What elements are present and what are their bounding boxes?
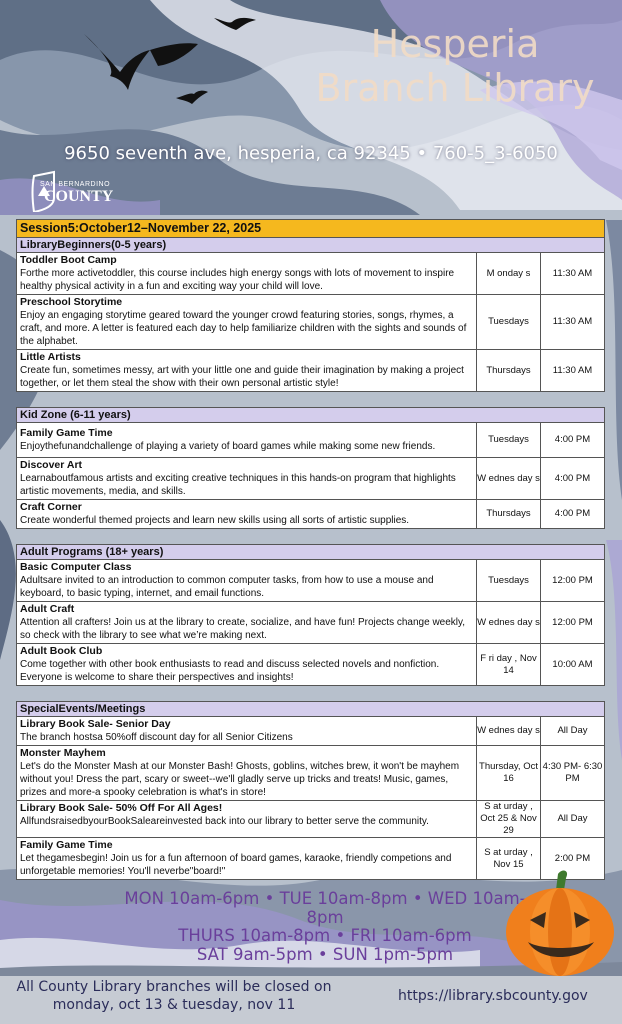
- program-time: 2:00 PM: [554, 852, 591, 864]
- pumpkin-icon: [500, 866, 618, 978]
- program-time: 11:30 AM: [552, 267, 593, 279]
- program-day: Thursdays: [477, 500, 541, 528]
- program-name: Library Book Sale- 50% Off For All Ages!: [20, 802, 223, 814]
- program-description: Come together with other book enthusiasts to read and discuss selected novels and nonfiction. Everyone is welcome to share their perspectives and insights!: [20, 659, 440, 683]
- program-row: [17, 801, 604, 838]
- program-row: [17, 500, 604, 528]
- program-row: [17, 253, 604, 295]
- program-day: Thursday, Oct 16: [477, 746, 541, 800]
- program-day: S at urday , Nov 15: [477, 838, 541, 879]
- program-name: Preschool Storytime: [20, 296, 123, 308]
- program-day: F ri day , Nov 14: [477, 644, 541, 685]
- program-day: W ednes day s: [477, 717, 541, 745]
- program-day: S at urday , Oct 25 & Nov 29: [477, 801, 541, 837]
- program-name: Basic Computer Class: [20, 561, 132, 573]
- program-description: Create wonderful themed projects and learn new skills using all sorts of artistic supplies.: [20, 515, 410, 526]
- program-schedule: [16, 219, 605, 895]
- section-heading: Kid Zone (6-11 years): [17, 408, 604, 423]
- logo-text-bottom: COUNTY: [44, 188, 114, 205]
- title-line-2: Branch Library: [315, 66, 595, 110]
- program-name: Adult Craft: [20, 603, 75, 615]
- program-name: Discover Art: [20, 459, 83, 471]
- program-row: [17, 423, 604, 458]
- closure-line-2: monday, oct 13 & tuesday, nov 11: [52, 997, 296, 1013]
- program-day: Tuesdays: [477, 560, 541, 601]
- program-time: 11:30 AM: [552, 316, 593, 327]
- hours-line-3: SAT 9am-5pm • SUN 1pm-5pm: [196, 944, 454, 964]
- program-description: Learnaboutfamous artists and exciting creative techniques in this hands-on program that highlights artistic movements, media, and skills.: [20, 473, 456, 497]
- program-row: [17, 295, 604, 350]
- library-address: 9650 seventh ave, hesperia, ca 92345 • 760-5_3-6050: [64, 143, 558, 164]
- program-time: 4:00 PM: [554, 472, 591, 484]
- program-name: Toddler Boot Camp: [20, 254, 117, 266]
- program-day: Thursdays: [477, 350, 541, 391]
- program-description: Adultsare invited to an introduction to common computer tasks, from how to use a mouse and keyboard, to basic typing, internet, and email functions.: [20, 575, 434, 599]
- program-row: [17, 717, 604, 746]
- section-heading: LibraryBeginners(0-5 years): [17, 238, 604, 253]
- program-description: Let thegamesbegin! Join us for a fun afternoon of board games, karaoke, friendly competions and unforgetable memories! You'll neverbe"board!": [20, 853, 452, 877]
- program-description: Enjoythefunandchallenge of playing a variety of board games while making some new friends.: [20, 441, 436, 452]
- section-heading: SpecialEvents/Meetings: [17, 702, 604, 717]
- program-name: Monster Mayhem: [20, 747, 106, 759]
- program-time: All Day: [557, 813, 588, 824]
- title-line-1: Hesperia: [370, 22, 540, 66]
- program-name: Adult Book Club: [20, 645, 103, 657]
- program-time: 12:00 PM: [552, 574, 593, 586]
- schedule-block-special-events: [16, 701, 605, 880]
- program-time: 11:30 AM: [552, 364, 593, 376]
- program-description: The branch hostsa 50%off discount day for all Senior Citizens: [20, 732, 293, 743]
- closure-line-1: All County Library branches will be closed on: [16, 979, 332, 995]
- program-time: 4:00 PM: [554, 434, 591, 445]
- closure-notice: [14, 978, 334, 1014]
- program-row: [17, 560, 604, 602]
- hours-line-2: THURS 10am-8pm • FRI 10am-6pm: [178, 926, 472, 945]
- program-time: All Day: [557, 725, 588, 736]
- library-website-link[interactable]: https://library.sbcounty.gov: [398, 988, 588, 1004]
- program-row: [17, 350, 604, 391]
- session-heading: Session5:October12–November 22, 2025: [17, 220, 604, 238]
- library-title: [300, 22, 610, 110]
- program-name: Little Artists: [20, 351, 81, 363]
- schedule-block-beginners: [16, 219, 605, 392]
- library-hours: [110, 890, 540, 964]
- program-day: Tuesdays: [477, 423, 541, 457]
- program-description: Attention all crafters! Join us at the library to create, socialize, and have fun! Projects change weekly, so check with the library to see what we’re making next.: [20, 617, 466, 641]
- program-description: Forthe more activetoddler, this course includes high energy songs with lots of movement to inspire healthy physical activity in a fun and exciting way your child will love.: [20, 268, 455, 292]
- program-day: W ednes day s: [477, 602, 541, 643]
- program-time: 4:30 PM- 6:30 PM: [542, 761, 603, 784]
- program-time: 4:00 PM: [554, 508, 591, 519]
- program-day: Tuesdays: [477, 295, 541, 349]
- program-row: [17, 746, 604, 801]
- program-description: Enjoy an engaging storytime geared toward the younger crowd featuring stories, songs, rhymes, a craft, and more. A letter is featured each day to help familiarize children with the sights and sounds of the alphabet.: [20, 310, 467, 347]
- program-name: Library Book Sale- Senior Day: [20, 718, 171, 730]
- schedule-block-adult: [16, 544, 605, 686]
- program-row: [17, 644, 604, 685]
- program-description: Let's do the Monster Mash at our Monster Bash! Ghosts, goblins, witches brew, it won't be mayhem without you! Dress the part, scary or sweet--we'll gladly serve up tricks and treats! Music, games, prizes and more-a spooky celebration is what's in store!: [20, 761, 460, 798]
- section-heading: Adult Programs (18+ years): [17, 545, 604, 560]
- program-name: Family Game Time: [20, 427, 113, 439]
- schedule-block-kid-zone: [16, 407, 605, 529]
- program-row: [17, 602, 604, 644]
- program-name: Craft Corner: [20, 501, 82, 513]
- program-description: Create fun, sometimes messy, art with your little one and guide their imagination by making a project together, or let them steal the show with their own personal artistic style!: [20, 365, 464, 389]
- logo-text-top: SAN BERNARDINO: [40, 181, 111, 188]
- hours-line-1: MON 10am-6pm • TUE 10am-8pm • WED 10am-8pm: [124, 889, 526, 927]
- program-day: M onday s: [477, 253, 541, 294]
- program-day: W ednes day s: [477, 458, 541, 499]
- program-row: [17, 458, 604, 500]
- program-time: 12:00 PM: [552, 616, 593, 628]
- program-description: AllfundsraisedbyourBookSaleareinvested back into our library to better serve the community.: [20, 816, 429, 827]
- program-time: 10:00 AM: [552, 658, 593, 670]
- program-name: Family Game Time: [20, 839, 113, 851]
